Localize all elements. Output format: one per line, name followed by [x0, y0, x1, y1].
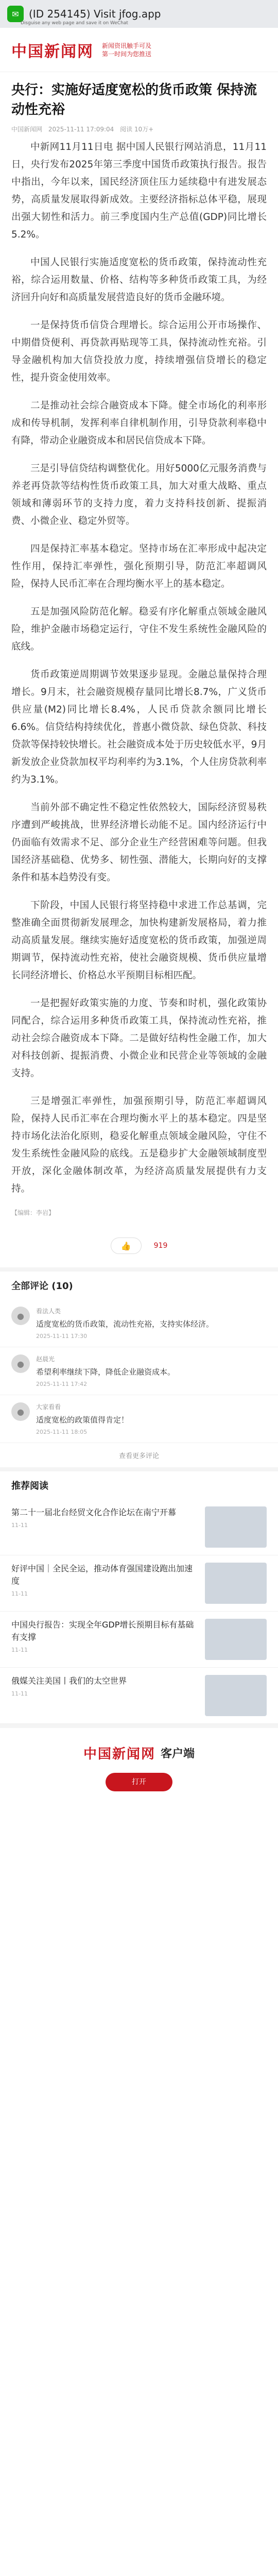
- recommended-item-date: 11-11: [11, 1590, 28, 1597]
- app-name: 客户端: [161, 1748, 195, 1760]
- comment-text: 适度宽松的政策值得肯定！: [36, 1415, 129, 1425]
- article-time: 2025-11-11 17:09:04: [48, 126, 114, 133]
- paragraph: 三是增强汇率弹性，加强预期引导，防范汇率超调风险，保持人民币汇率在合理均衡水平上的基本稳定。四是坚持市场化法治化原则，稳妥化解重点领域金融风险，守住不发生系统性金融风险的底线。五是稳步扩大金融领域制度型开放，深化金融体制改革，为经济高质量发展提供有力支持。: [11, 1096, 267, 1194]
- paragraph: 当前外部不确定性不稳定性依然较大，国际经济贸易秩序遭到严峻挑战，世界经济增长动能不足。国内经济运行中仍面临有效需求不足、部分企业生产经营困难等问题。但我国经济基础稳、优势多、韧性强、潜能大，长期向好的支撑条件和基本趋势没有变。: [11, 802, 267, 883]
- recommended-item[interactable]: [0, 1612, 278, 1668]
- like-count: 919: [153, 1242, 168, 1250]
- article-source: 中国新闻网: [11, 126, 43, 133]
- avatar: ●: [11, 1402, 30, 1421]
- paragraph: 一是把握好政策实施的力度、节奏和时机，强化政策协同配合，综合运用多种货币政策工具，保持流动性充裕，推动社会综合融资成本下降。二是做好结构性金融工作，加大对科技创新、提振消费、小微企业和民营企业等领域的金融支持。: [11, 998, 267, 1079]
- slogan-line-1: 新闻资讯触手可及: [102, 42, 152, 49]
- header-slogan: [102, 42, 151, 58]
- recommended-thumbnail: [205, 1506, 267, 1548]
- paragraph: 中国人民银行实施适度宽松的货币政策，保持流动性充裕，综合运用数量、价格、结构等多种货币政策工具，为经济回升向好和高质量发展营造良好的货币金融环境。: [11, 257, 267, 303]
- like-row: [0, 1238, 278, 1254]
- banner-id-text: (ID 254145) Visit jfog.app: [29, 8, 161, 20]
- slogan-line-2: 第一时间为您推送: [102, 50, 152, 58]
- comment-text: 希望利率继续下降，降低企业融资成本。: [36, 1367, 176, 1377]
- paragraph: 二是推动社会综合融资成本下降。健全市场化的利率形成和传导机制，发挥利率自律机制作用，引导贷款利率稳中有降，带动企业融资成本和居民信贷成本下降。: [11, 400, 267, 446]
- recommended-item-title: 好评中国｜全民全运，推动体育强国建设跑出加速度: [11, 1564, 193, 1586]
- app-logo: [83, 1743, 195, 1762]
- recommended-thumbnail: [205, 1619, 267, 1660]
- app-logo-text: 中国新闻网: [83, 1747, 155, 1762]
- article-views: 阅读 10万+: [120, 126, 154, 133]
- recommended-item-date: 11-11: [11, 1690, 28, 1697]
- recommended-item[interactable]: [0, 1499, 278, 1555]
- comment-time: 2025-11-11 18:05: [36, 1429, 88, 1435]
- paragraph: 四是保持汇率基本稳定。坚持市场在汇率形成中起决定性作用，保持汇率弹性，强化预期引导，防范汇率超调风险，保持人民币汇率在合理均衡水平上的基本稳定。: [11, 544, 267, 589]
- recommended-item-title: 俄媒关注美国丨我们的太空世界: [11, 1676, 127, 1686]
- recommended-item-date: 11-11: [11, 1522, 28, 1529]
- comment-item: [0, 1299, 278, 1347]
- paragraph: 下阶段，中国人民银行将坚持稳中求进工作总基调，完整准确全面贯彻新发展理念，加快构建新发展格局，着力推动高质量发展。继续实施好适度宽松的货币政策，加强逆周期调节，保持流动性充裕，使社会融资规模、货币供应量增长同经济增长、价格总水平预期目标相匹配。: [11, 900, 267, 981]
- more-comments-link[interactable]: 查看更多评论: [118, 1452, 159, 1460]
- recommended-thumbnail: [205, 1563, 267, 1604]
- open-app-button[interactable]: 打开: [106, 1773, 172, 1791]
- recommended-thumbnail: [205, 1675, 267, 1716]
- thumb-up-icon: 👍: [120, 1241, 131, 1251]
- wechat-banner[interactable]: [0, 0, 278, 28]
- app-download-block: [0, 1724, 278, 1804]
- recommended-item[interactable]: [0, 1555, 278, 1612]
- avatar: ●: [11, 1307, 30, 1325]
- comment-author: 大家看看: [36, 1403, 61, 1411]
- paragraph: 三是引导信贷结构调整优化。用好5000亿元服务消费与养老再贷款等结构性货币政策工具，加大对重大战略、重点领域和薄弱环节的支持力度，着力支持科技创新、提振消费、小微企业、稳定外贸等。: [11, 463, 267, 527]
- comment-item: [0, 1395, 278, 1443]
- paragraph: 中新网11月11日电 据中国人民银行网站消息，11月11日，央行发布2025年第三季度中国货币政策执行报告。报告中指出，今年以来，国民经济顶住压力延续稳中有进发展态势，高质量发展取得新成效。主要经济指标总体平稳，展现出强大韧性和活力。前三季度国内生产总值(GDP)同比增长5.2%。: [11, 142, 267, 240]
- comment-time: 2025-11-11 17:42: [36, 1381, 88, 1387]
- site-logo[interactable]: 中国新闻网: [11, 42, 94, 61]
- banner-sub-text: Disguise any web page and save it on WeChat: [21, 21, 128, 26]
- paragraph: 一是保持货币信贷合理增长。综合运用公开市场操作、中期借贷便利、再贷款再贴现等工具，保持流动性充裕。引导金融机构加大信贷投放力度，持续增强信贷增长的稳定性，提升资金使用效率。: [11, 320, 267, 383]
- article-editor: 【编辑：李岩】: [11, 1209, 55, 1216]
- avatar: ●: [11, 1354, 30, 1373]
- recommended-item-title: 第二十一届北台经贸文化合作论坛在南宁开幕: [11, 1507, 177, 1517]
- comment-author: 看法人类: [36, 1308, 61, 1315]
- comment-text: 适度宽松的货币政策，流动性充裕，支持实体经济。: [36, 1319, 214, 1329]
- article-body: [0, 139, 278, 1198]
- paragraph: 货币政策逆周期调节效果逐步显现。金融总量保持合理增长。9月末，社会融资规模存量同比增长8.7%，广义货币供应量(M2)同比增长8.4%，人民币贷款余额同比增长6.6%。信贷结构持续优化，普惠小微贷款、绿色贷款、科技贷款等保持较快增长。社会融资成本处于历史较低水平，9月新发放企业贷款加权平均利率约为3.1%，个人住房贷款利率约为3.1%。: [11, 669, 267, 785]
- recommended-title: 推荐阅读: [0, 1467, 278, 1499]
- like-button[interactable]: [111, 1238, 142, 1254]
- recommended-item[interactable]: [0, 1668, 278, 1724]
- comment-item: [0, 1347, 278, 1395]
- article-meta: [0, 120, 278, 139]
- site-header: [0, 28, 278, 72]
- recommended-item-title: 中国央行报告：实现全年GDP增长预期目标有基础有支撑: [11, 1620, 194, 1642]
- recommended-item-date: 11-11: [11, 1647, 28, 1653]
- paragraph: 五是加强风险防范化解。稳妥有序化解重点领域金融风险，维护金融市场稳定运行，守住不发生系统性金融风险的底线。: [11, 606, 267, 652]
- article-title: 央行：实施好适度宽松的货币政策 保持流动性充裕: [11, 82, 257, 117]
- wechat-icon: ✉: [7, 6, 24, 22]
- comments-title: 全部评论 (10): [0, 1267, 278, 1299]
- comment-author: 赵晨光: [36, 1355, 55, 1363]
- comment-time: 2025-11-11 17:30: [36, 1333, 88, 1340]
